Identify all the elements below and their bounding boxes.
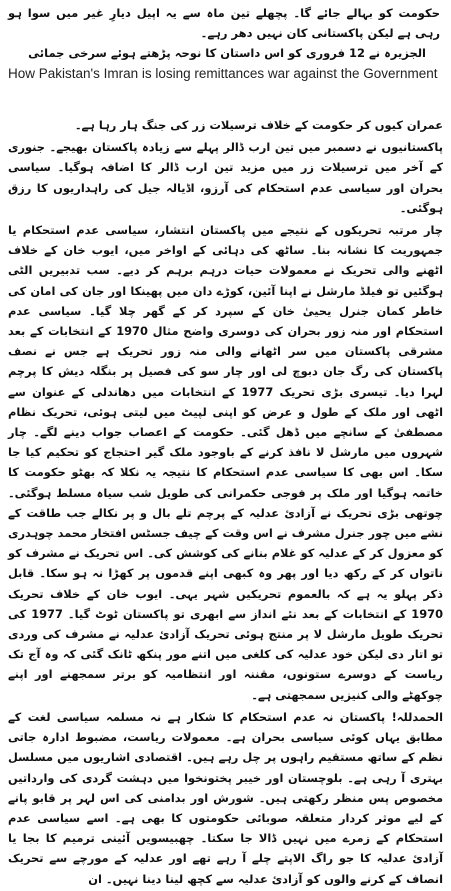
intro-line: حکومت کو بہالے جائے گا۔ پچھلے تین ماہ سے یہ اپیل دیارِ غیر میں سوا ہو رہی ہے لیکن پاکستانی کان نہیں دھر رہے۔ [8, 6, 440, 40]
article-body [8, 115, 443, 891]
english-headline: How Pakistan's Imran is losing remittances war against the Government [8, 66, 438, 81]
intro-block [8, 3, 440, 63]
article-paragraph: الحمدللہ! پاکستان نہ عدم استحکام کا شکار ہے نہ مسلمہ سیاسی لغت کے مطابق یہاں کوئی سیاسی بحران ہے۔ معمولات ریاست، مضبوط ادارہ جاتی نظم کے ساتھ مستقیم راہوں پر چل رہے ہیں۔ اقتصادی اشاریوں میں مسلسل بہتری آ رہی ہے۔ بلوچستان اور خیبر پختونخوا میں دہشت گردی کی وارداتیں مخصوص پس منظر رکھتی ہیں۔ شورش اور بدامنی کی اس لہر پر قابو پانے کے لیے موثر کردار متعلقہ صوبائی حکومتوں کا بھی ہے۔ اسے سیاسی عدم استحکام کے زمرے میں نہیں ڈالا جا سکتا۔ چھبیسویں آئینی ترمیم کا بجا یا آزادئ عدلیہ کا جو راگ الاپتے چلے آ رہے تھے اور عدلیہ کے مورچے سے تحریک انصاف کے کرنے والوں کو آزادئ عدلیہ سے کچھ لینا دینا نہیں۔ ان [8, 709, 443, 886]
article-paragraph: چار مرتبہ تحریکوں کے نتیجے میں پاکستان انتشار، سیاسی عدم استحکام یا جمہوریت کا نشانہ بنا۔ ساٹھ کی دہائی کے اواخر میں، ایوب خان کے خلاف اٹھنے والی تحریک نے معمولات حیات درہم برہم کر دیے۔ سب تدبیریں الٹی ہوگئیں تو فیلڈ مارشل نے اپنا آئین، کوڑے دان میں پھینکا اور جان کی امان کی خاطر کمان جنرل یحییٰ خان کے سپرد کر کے گھر چلا گیا۔ سیاسی عدم استحکام اور منہ زور بحران کی دوسری واضح مثال 1970 کے انتخابات کے بعد مشرقی پاکستان میں سر اٹھانے والی منہ زور تحریک ہے جس نے نصف پاکستان کی رگ جان دبوچ لی اور چار سو کی فصیل پر بنگلہ دیش کا پرچم لہرا دیا۔ تیسری بڑی تحریک 1977 کے انتخابات میں دھاندلی کے عنوان سے اٹھی اور ملک کے طول و عرض کو اپنی لپیٹ میں لیتی ہوئی، تحریک نظام مصطفیٰ کے سانچے میں ڈھل گئی۔ حکومت کے اعصاب جواب دینے لگے۔ چار شہروں میں مارشل لا نافذ کرنے کے باوجود ملک گیر احتجاج کو تحکیم کیا جا سکا۔ اس بھی کا سیاسی عدم استحکام کا نتیجہ یہ نکلا کہ بھٹو حکومت کا خاتمہ ہوگیا اور ملک پر فوجی حکمرانی کی طویل شب سیاہ مسلط ہوگئی۔ چوتھی بڑی تحریک نے آزادئ عدلیہ کے پرچم تلے بال و پر نکالے جب طاقت کے نشے میں چور جنرل مشرف نے اس وقت کے چیف جسٹس افتخار محمد چوہدری کو معزول کر کے عدلیہ کو غلام بنانے کی کوشش کی۔ اس تحریک نے مشرف کو ناتواں کر کے رکھ دیا اور پھر وہ کبھی اپنے قدموں پر کھڑا نہ ہو سکا۔ قابل ذکر پہلو یہ ہے کہ بالعموم تحریکیں شہر یہی۔ ایوب خان کے خلاف تحریک 1970 کے انتخابات کے بعد نئے انداز سے ابھری تو پاکستان ٹوٹ گیا۔ 1977 کی تحریک طویل مارشل لا پر منتج ہوئی تحریک آزادئ عدلیہ نے مشرف کی وردی تو اتار دی لیکن خود عدلیہ کی کلغی میں اتنے مور پنکھ ٹانک گئی کہ وہ آج تک ریاست کے دوسرے ستونوں، مقننہ اور انتظامیہ کو برتر سمجھنے اور اپنے چوکھٹے والی کنیزیں سمجھتی ہے۔ [8, 223, 443, 702]
article-paragraph: عمران کیوں کر حکومت کے خلاف ترسیلات زر کی جنگ ہار رہا ہے۔ [74, 118, 443, 132]
source-credit: الجزیرہ نے 12 فروری کو اس داستان کا نوحہ پڑھتے ہوئے سرخی جمائی [28, 46, 426, 60]
article-paragraph: پاکستانیوں نے دسمبر میں تین ارب ڈالر پہلے سے زیادہ پاکستان بھیجے۔ جنوری کے آخر میں ترسیلات زر میں مزید تین ارب ڈالر کا اضافہ ہوگیا۔ سیاسی بحران اور سیاسی عدم استحکام کی آرزو، اڈیالہ جیل کی راہداریوں کا رزق ہوگئی۔ [8, 140, 443, 215]
